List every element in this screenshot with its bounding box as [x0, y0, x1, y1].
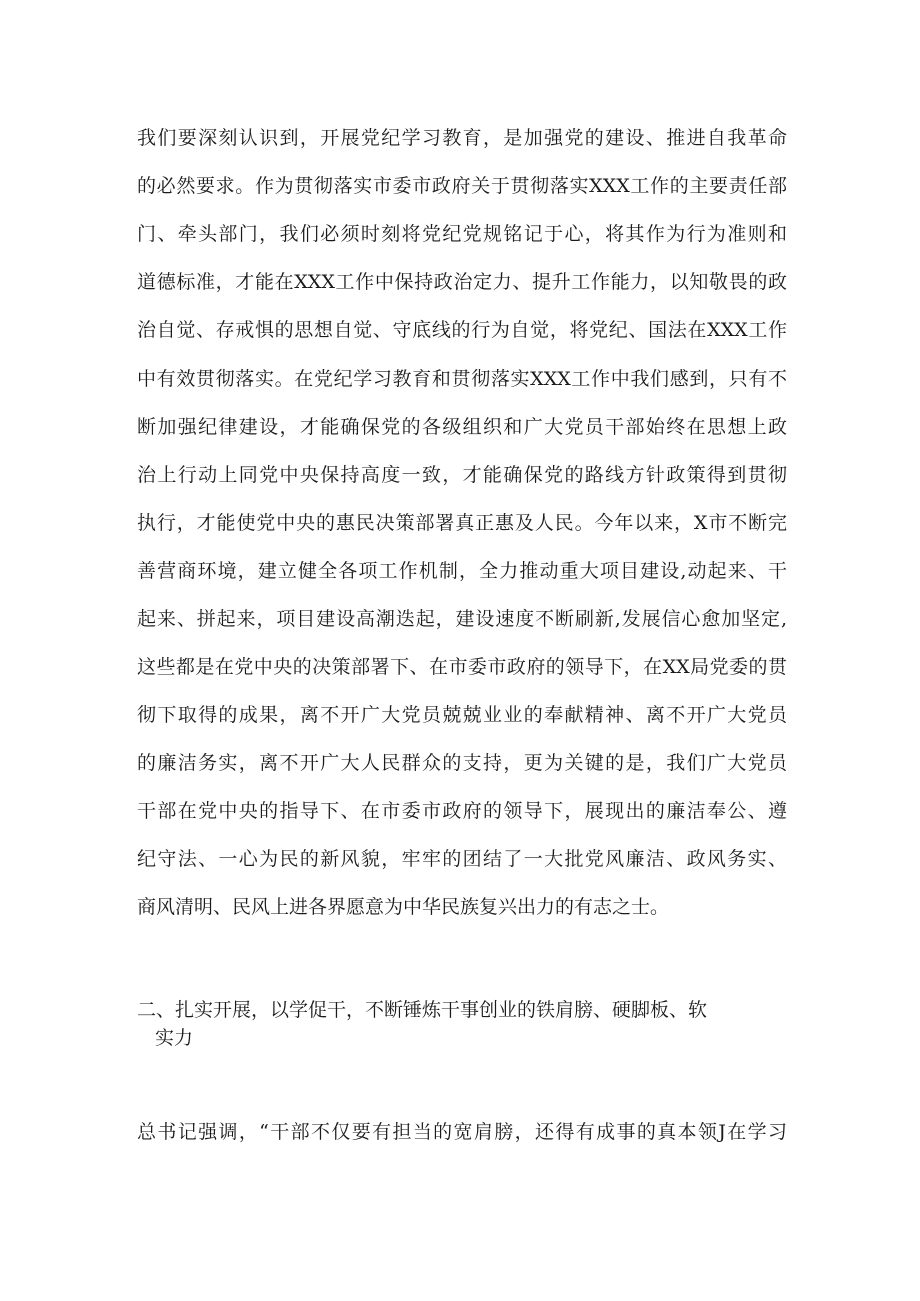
paragraph-line: 商风清明、民风上进各界愿意为中华民族复兴出力的有志之士。: [137, 896, 670, 918]
paragraph-line: 的廉洁务实，离不开广大人民群众的支持，更为关键的是，我们广大党员: [137, 752, 787, 774]
paragraph-line: 断加强纪律建设，才能确保党的各级组织和广大党员干部始终在思想上政: [137, 416, 787, 438]
paragraph-line: 彻下取得的成果，离不开广大党员兢兢业业的奉献精神、离不开广大党员: [137, 704, 787, 726]
paragraph-line: 执行，才能使党中央的惠民决策部署真正惠及人民。今年以来，X市不断完: [137, 512, 787, 534]
section-heading-line: 实力: [155, 1027, 194, 1049]
paragraph-line: 总书记强调，“干部不仅要有担当的宽肩膀，还得有成事的真本领J在学习: [137, 1121, 787, 1143]
section-heading-line: 二、扎实开展，以学促干，不断锤炼干事创业的铁肩膀、硬脚板、软: [137, 999, 708, 1021]
paragraph-line: 我们要深刻认识到，开展党纪学习教育，是加强党的建设、推进自我革命: [137, 127, 787, 149]
paragraph-line: 门、牵头部门，我们必须时刻将党纪党规铭记于心，将其作为行为准则和: [137, 223, 787, 245]
paragraph-line: 这些都是在党中央的决策部署下、在市委市政府的领导下，在XX局党委的贯: [137, 656, 787, 678]
paragraph-line: 起来、拼起来，项目建设高潮迭起，建设速度不断刷新,发展信心愈加坚定,: [137, 608, 787, 630]
paragraph-line: 治上行动上同党中央保持高度一致，才能确保党的路线方针政策得到贯彻: [137, 464, 787, 486]
paragraph-line: 善营商环境，建立健全各项工作机制，全力推动重大项目建设,动起来、干: [137, 560, 787, 582]
paragraph-line: 干部在党中央的指导下、在市委市政府的领导下，展现出的廉洁奉公、遵: [137, 800, 787, 822]
paragraph-line: 治自觉、存戒惧的思想自觉、守底线的行为自觉，将党纪、国法在XXX工作: [137, 319, 787, 341]
paragraph-line: 纪守法、一心为民的新风貌，牢牢的团结了一大批党风廉洁、政风务实、: [137, 848, 787, 870]
paragraph-line: 的必然要求。作为贯彻落实市委市政府关于贯彻落实XXX工作的主要责任部: [137, 175, 787, 197]
paragraph-line: 道德标准，才能在XXX工作中保持政治定力、提升工作能力，以知敬畏的政: [137, 271, 787, 293]
paragraph-line: 中有效贯彻落实。在党纪学习教育和贯彻落实XXX工作中我们感到，只有不: [137, 368, 787, 390]
